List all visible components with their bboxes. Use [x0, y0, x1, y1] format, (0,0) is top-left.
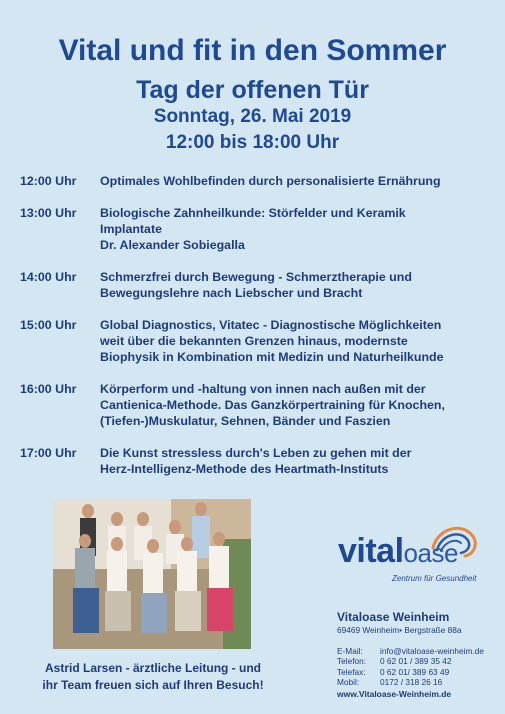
schedule-description: [100, 173, 490, 189]
schedule-time: 17:00 Uhr: [20, 446, 77, 460]
schedule-item: [20, 317, 490, 365]
page-title: Vital und fit in den Sommer: [58, 34, 447, 67]
contact-mobile-label: Mobil:: [337, 677, 360, 687]
schedule-description: [100, 205, 490, 253]
contact-fax-row: [337, 667, 497, 678]
schedule-line: Implantate: [100, 222, 162, 236]
schedule-item: [20, 269, 490, 301]
contact-fax-label: Telefax:: [337, 666, 366, 677]
schedule-item: [20, 445, 490, 477]
schedule-line: Dr. Alexander Sobiegalla: [100, 238, 245, 252]
event-time: 12:00 bis 18:00 Uhr: [165, 132, 340, 153]
caption-line: ihr Team freuen sich auf Ihren Besuch!: [42, 678, 264, 692]
schedule-line: Herz-Intelligenz-Methode des Heartmath-Instituts: [100, 462, 389, 476]
photo-caption: [40, 660, 266, 694]
contact-website[interactable]: www.Vitaloase-Weinheim.de: [337, 688, 452, 699]
caption-line: Astrid Larsen - ärztliche Leitung - und: [44, 661, 262, 675]
team-photo: [53, 499, 251, 649]
schedule-line: Optimales Wohlbefinden durch personalisierte Ernährung: [100, 174, 441, 188]
contact-email-row: [337, 646, 497, 657]
contact-fax: 0 62 01/ 389 63 49: [380, 666, 450, 677]
contact-mobile-row: [337, 677, 497, 688]
event-date: Sonntag, 26. Mai 2019: [153, 106, 352, 127]
schedule-line: Biophysik in Kombination mit Medizin und Naturheilkunde: [100, 350, 444, 364]
schedule-item: [20, 381, 490, 429]
schedule-time: 15:00 Uhr: [20, 318, 77, 332]
contact-mobile: 0172 / 318 26 16: [380, 677, 443, 687]
schedule-line: Global Diagnostics, Vitatec - Diagnostische Möglichkeiten: [100, 318, 442, 332]
contact-phone-row: [337, 656, 497, 667]
schedule-time: 12:00 Uhr: [20, 174, 77, 188]
logo-word-vital: vital: [338, 532, 404, 570]
logo-wordmark: [338, 532, 458, 571]
schedule-item: [20, 205, 490, 253]
schedule-line: (Tiefen-)Muskulatur, Sehnen, Bänder und Faszien: [100, 414, 391, 428]
contact-email-label: E-Mail:: [337, 645, 363, 656]
schedule-line: Körperform und -haltung von innen nach außen mit der: [100, 382, 426, 396]
logo-word-oase: oase: [403, 538, 458, 568]
contact-name: Vitaloase Weinheim: [337, 610, 450, 624]
schedule-line: Biologische Zahnheilkunde: Störfelder und Keramik: [100, 206, 406, 220]
contact-block: [337, 610, 497, 700]
schedule-time: 16:00 Uhr: [20, 382, 77, 396]
schedule-time: 14:00 Uhr: [20, 270, 77, 284]
schedule-description: [100, 317, 490, 365]
page-subtitle: Tag der offenen Tür: [136, 76, 369, 104]
schedule-line: Cantienica-Methode. Das Ganzkörpertraining für Knochen,: [100, 398, 445, 412]
schedule-description: [100, 381, 490, 429]
schedule-item: [20, 173, 490, 189]
schedule-line: Bewegungslehre nach Liebscher und Bracht: [100, 286, 363, 300]
schedule-time: 13:00 Uhr: [20, 206, 77, 220]
contact-phone: 0 62 01 / 389 35 42: [380, 656, 452, 666]
schedule-line: Die Kunst stressless durch's Leben zu gehen mit der: [100, 446, 412, 460]
schedule-description: [100, 269, 490, 301]
contact-address: 69469 Weinheim• Bergstraße 88a: [337, 625, 462, 635]
schedule-line: weit über die bekannten Grenzen hinaus, modernste: [100, 334, 408, 348]
schedule-description: [100, 445, 490, 477]
schedule-list: [20, 173, 490, 477]
contact-phone-label: Telefon:: [337, 656, 367, 666]
logo-tagline: Zentrum für Gesundheit: [392, 574, 477, 583]
team-photo-illustration: [53, 499, 251, 649]
contact-email[interactable]: info@vitaloase-weinheim.de: [380, 645, 484, 656]
schedule-line: Schmerzfrei durch Bewegung - Schmerztherapie und: [100, 270, 412, 284]
